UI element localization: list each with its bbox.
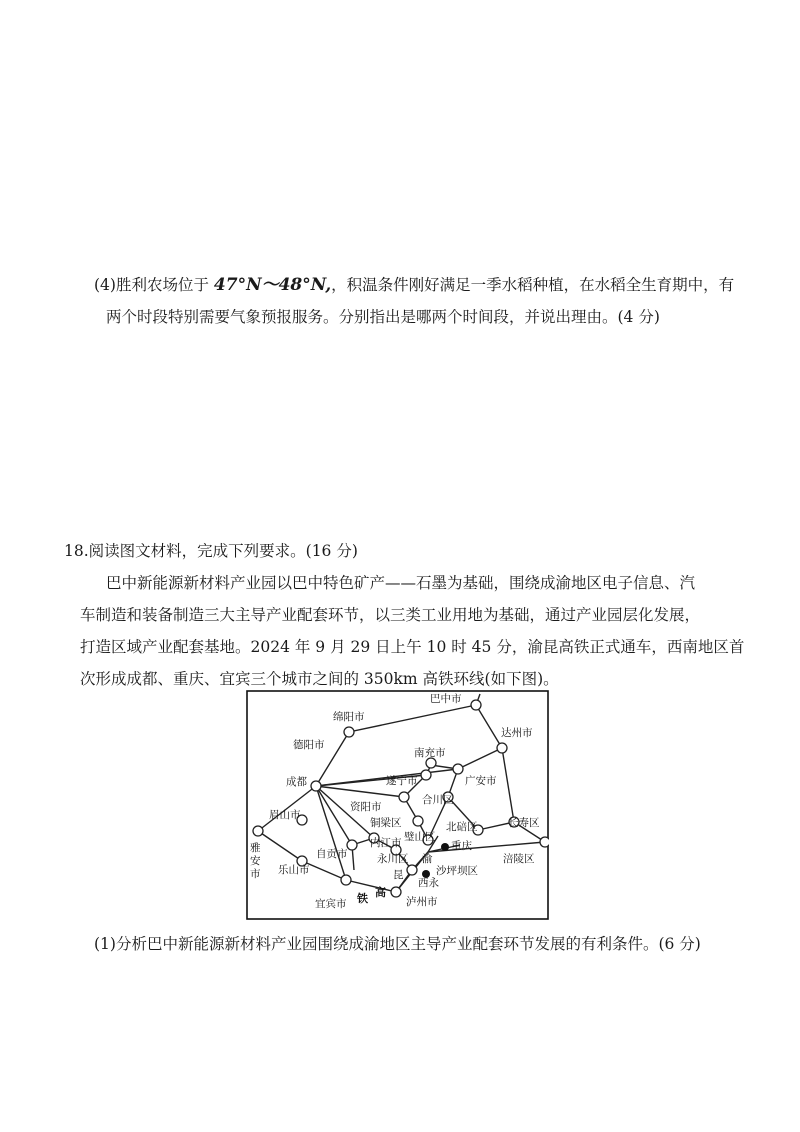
question-18-heading: 18.阅读图文材料，完成下列要求。(16 分) [64,542,358,560]
label-bishan: 璧山区 [404,831,436,843]
label-hechuan: 合川区 [422,794,454,806]
label-chongqing: 重庆 [451,840,472,852]
station-node [344,727,354,737]
label-shapingba: 沙坪坝区 [436,865,478,877]
label-tie: 铁 [357,892,368,905]
label-luzhou: 泸州市 [406,896,438,908]
label-deyang: 德阳市 [293,739,325,751]
label-nanchong: 南充市 [414,747,446,759]
station-node [399,792,409,802]
label-yaan-3: 市 [250,868,261,880]
label-beibei: 北碚区 [446,821,478,833]
station-node [426,758,436,768]
station-node [540,837,549,847]
label-suining: 遂宁市 [386,775,418,787]
label-fuling: 涪陵区 [503,853,535,865]
q4-prefix: (4)胜利农场位于 [94,276,209,294]
high-speed-rail-map [246,690,549,920]
label-mianyang: 绵阳市 [333,711,365,723]
station-node [413,816,423,826]
station-node [391,887,401,897]
label-yibin: 宜宾市 [315,898,347,910]
label-ziyang: 资阳市 [350,801,382,813]
material-line: 巴中新能源新材料产业园以巴中特色矿产——石墨为基础，围绕成渝地区电子信息、汽 [106,574,696,592]
label-meishan: 眉山市 [269,809,301,821]
label-yongchuan: 永川区 [377,853,409,865]
label-yaan-2: 安 [250,855,261,867]
label-dazhou: 达州市 [501,727,533,739]
material-line: 打造区域产业配套基地。2024 年 9 月 29 日上午 10 时 45 分，渝昆高铁正式通车，西南地区首 [80,638,745,656]
label-changshou: 长寿区 [508,817,540,829]
station-node [347,840,357,850]
material-line: 次形成成都、重庆、宜宾三个城市之间的 350km 高铁环线(如下图)。 [80,670,559,688]
label-bazhong: 巴中市 [430,693,462,705]
station-node [311,781,321,791]
label-kun: 昆 [393,869,404,881]
station-node [497,743,507,753]
q4-line-1 [94,272,734,298]
q4-line-2: 两个时段特别需要气象预报服务。分别指出是哪两个时间段，并说出理由。(4 分) [106,308,660,326]
question-18-1: (1)分析巴中新能源新材料产业园围绕成渝地区主导产业配套环节发展的有利条件。(6 分) [94,935,701,953]
label-zigong: 自贡市 [316,848,348,860]
station-node [453,764,463,774]
q4-line1-rest: ，积温条件刚好满足一季水稻种植，在水稻全生育期中，有 [331,276,735,294]
material-line: 车制造和装备制造三大主导产业配套环节，以三类工业用地为基础，通过产业园层化发展， [80,606,701,624]
chongqing-dot [441,843,449,851]
label-xiyong: 西永 [418,877,439,889]
label-neijiang: 内江市 [370,837,402,849]
label-gao: 高 [375,886,386,899]
label-yaan-1: 雅 [250,842,261,854]
label-guangan: 广安市 [465,775,497,787]
station-node [341,875,351,885]
latitude-range: 47°N～48°N, [213,275,332,295]
label-yu: 渝 [422,853,433,865]
station-node [421,770,431,780]
label-tongliang: 铜梁区 [370,817,402,829]
station-node [407,865,417,875]
station-node [471,700,481,710]
label-chengdu: 成都 [286,776,307,788]
label-leshan: 乐山市 [278,864,310,876]
station-node [253,826,263,836]
